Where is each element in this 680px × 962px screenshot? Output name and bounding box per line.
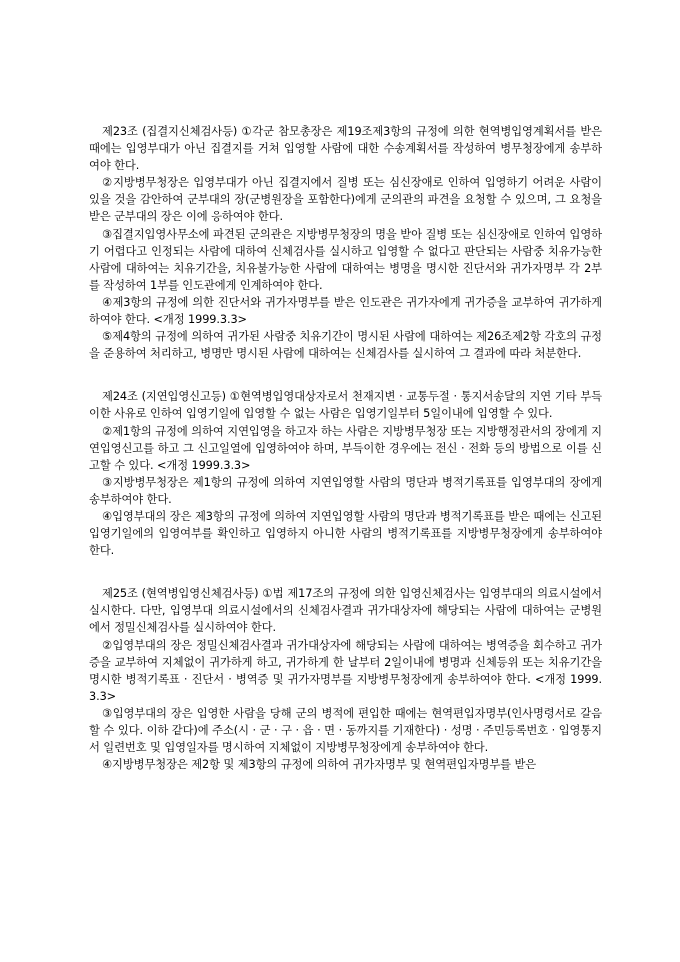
paragraph: ③입영부대의 장은 입영한 사람을 당해 군의 병적에 편입한 때에는 현역편입자명부(인사명령서로 갈음할 수 있다. 이하 같다)에 주소(시 · 군 · 구 · 읍 · 면 · 동까지를 기재한다) · 성명 · 주민등록번호 · 입영통지서 일련번호 및 입영일자를 명시하여 지체없이 지방병무청장에게 송부하여야 한다. <box>89 706 602 755</box>
paragraph: ⑤제4항의 규정에 의하여 귀가된 사람중 치유기간이 명시된 사람에 대하여는 제26조제2항 각호의 규정을 준용하여 처리하고, 병명만 명시된 사람에 대하여는 신체검사를 실시하여 그 결과에 따라 처분한다. <box>89 330 602 361</box>
paragraph: ④입영부대의 장은 제3항의 규정에 의하여 지연입영할 사람의 명단과 병적기록표를 받은 때에는 신고된 입영기일에의 입영여부를 확인하고 입영하지 아니한 사람의 병적기록표를 지방병무청장에게 송부하여야 한다. <box>89 509 602 558</box>
paragraph: ④지방병무청장은 제2항 및 제3항의 규정에 의하여 귀가자명부 및 현역편입자명부를 받은 <box>102 758 537 772</box>
article-block <box>89 585 602 773</box>
paragraph: 제23조 (집결지신체검사등) ①각군 참모총장은 제19조제3항의 규정에 의한 현역병입영계획서를 받은 때에는 입영부대가 아닌 집결지를 거쳐 입영할 사람에 대한 수송계획서를 작성하여 병무청장에게 송부하여야 한다. <box>89 125 602 173</box>
article-block <box>89 388 602 559</box>
paragraph: ③집결지입영사무소에 파견된 군의관은 지방병무청장의 명을 받아 질병 또는 심신장애로 인하여 입영하기 어렵다고 인정되는 사람에 대하여 신체검사를 실시하고 입영할 수 없다고 판단되는 사람중 치유가능한 사람에 대하여는 치유기간을, 치유불가능한 사람에 대하여는 병명을 명시한 진단서와 귀가자명부 각 2부를 작성하여 1부를 인도관에게 인계하여야 한다. <box>89 227 602 292</box>
paragraph: ②입영부대의 장은 정밀신체검사결과 귀가대상자에 해당되는 사람에 대하여는 병역증을 회수하고 귀가증을 교부하여 지체없이 귀가하게 하고, 귀가하게 한 날부터 2일이내에 병명과 신체등위 또는 치유기간을 명시한 병적기록표 · 진단서 · 병역증 및 귀가자명부를 지방병무청장에게 송부하여야 한다. <개정 1999.3.3> <box>89 638 602 703</box>
paragraph: ②지방병무청장은 입영부대가 아닌 집결지에서 질병 또는 심신장애로 인하여 입영하기 어려운 사람이 있을 것을 감안하여 군부대의 장(군병원장을 포함한다)에게 군의관의 파견을 요청할 수 있으며, 그 요청을 받은 군부대의 장은 이에 응하여야 한다. <box>89 176 602 224</box>
paragraph: 제24조 (지연입영신고등) ①현역병입영대상자로서 천재지변 · 교통두절 · 통지서송달의 지연 기타 부득이한 사유로 인하여 입영기일에 입영할 수 없는 사람은 입영기일부터 5일이내에 입영할 수 있다. <box>89 390 602 421</box>
paragraph: ②제1항의 규정에 의하여 지연입영을 하고자 하는 사람은 지방병무청장 또는 지방행정관서의 장에게 지연입영신고를 하고 그 신고일열에 입영하여야 하며, 부득이한 경우에는 전신 · 전화 등의 방법으로 이를 신고할 수 있다. <개정 1999.3.3> <box>89 424 602 472</box>
paragraph: ④제3항의 규정에 의한 진단서와 귀가자명부를 받은 인도관은 귀가자에게 귀가증을 교부하여 귀가하게 하여야 한다. <개정 1999.3.3> <box>89 295 602 327</box>
paragraph: 제25조 (현역병입영신체검사등) ①법 제17조의 규정에 의한 입영신체검사는 입영부대의 의료시설에서 실시한다. 다만, 입영부대 의료시설에서의 신체검사결과 귀가대상자에 해당되는 사람에 대하여는 군병원에서 정밀신체검사를 실시하여야 한다. <box>89 587 602 635</box>
article-block <box>89 123 602 362</box>
paragraph: ③지방병무청장은 제1항의 규정에 의하여 지연입영할 사람의 명단과 병적기록표를 입영부대의 장에게 송부하여야 한다. <box>89 475 602 506</box>
